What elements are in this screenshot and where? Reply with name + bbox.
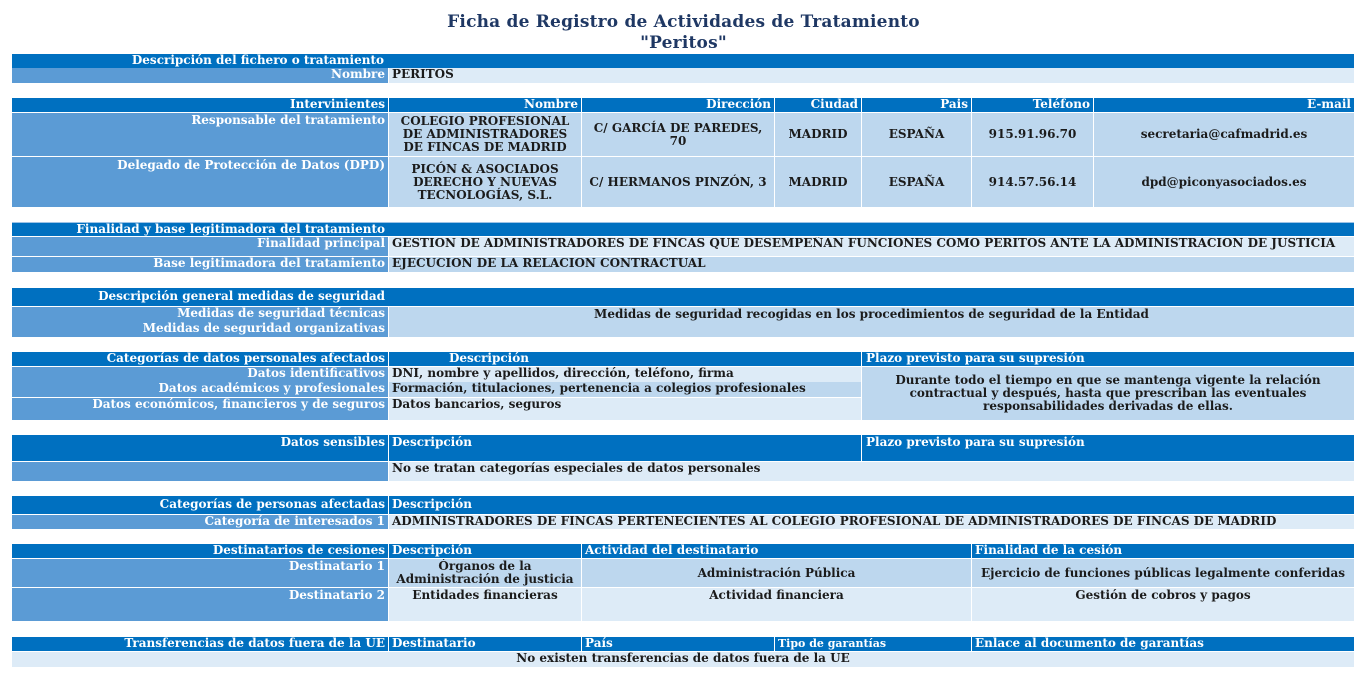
- sensibles-row-label: [12, 462, 388, 481]
- transferencias-col-garantias: Tipo de garantías: [775, 637, 971, 651]
- destinatario-1-finalidad: Ejercicio de funciones públicas legalmente conferidas: [972, 559, 1354, 587]
- sensibles-value: No se tratan categorías especiales de datos personales: [389, 462, 1354, 481]
- nombre-label: Nombre: [12, 68, 388, 83]
- destinatario-1-label: Destinatario 1: [12, 559, 388, 587]
- transferencias-col-enlace: Enlace al documento de garantías: [972, 637, 1354, 651]
- dpd-direccion: C/ HERMANOS PINZÓN, 3: [582, 157, 774, 207]
- transferencias-col-destinatario: Destinatario: [389, 637, 581, 651]
- sensibles-plazo-header: Plazo previsto para su supresión: [862, 435, 1354, 461]
- datos-academicos-label: Datos académicos y profesionales: [12, 382, 388, 397]
- categorias-datos-plazo-header: Plazo previsto para su supresión: [862, 352, 1354, 366]
- section-header-finalidad: [12, 222, 1354, 236]
- sensibles-header: Datos sensibles: [12, 435, 388, 461]
- intervinientes-col-telefono: Teléfono: [972, 98, 1093, 112]
- intervinientes-col-email: E-mail: [1094, 98, 1354, 112]
- section-header-finalidad-label: Finalidad y base legitimadora del tratamiento: [76, 222, 385, 236]
- dpd-telefono: 914.57.56.14: [972, 157, 1093, 207]
- datos-economicos-label: Datos económicos, financieros y de seguros: [12, 398, 388, 420]
- finalidad-principal-label: Finalidad principal: [12, 237, 388, 256]
- responsable-telefono: 915.91.96.70: [972, 113, 1093, 156]
- cesiones-col-finalidad: Finalidad de la cesión: [972, 544, 1354, 558]
- datos-academicos-value: Formación, titulaciones, pertenencia a colegios profesionales: [389, 382, 861, 397]
- intervinientes-col-direccion: Dirección: [582, 98, 774, 112]
- destinatario-1-descripcion: Órganos de la Administración de justicia: [389, 559, 581, 587]
- section-header-seguridad-label: Descripción general medidas de seguridad: [98, 289, 385, 303]
- cesiones-col-descripcion: Descripción: [389, 544, 581, 558]
- cesiones-col-actividad: Actividad del destinatario: [582, 544, 971, 558]
- dpd-pais: ESPAÑA: [862, 157, 971, 207]
- responsable-pais: ESPAÑA: [862, 113, 971, 156]
- medidas-seguridad-value: Medidas de seguridad recogidas en los procedimientos de seguridad de la Entidad: [389, 307, 1354, 337]
- section-header-descripcion: [12, 54, 1354, 68]
- intervinientes-col-ciudad: Ciudad: [775, 98, 861, 112]
- dpd-nombre: PICÓN & ASOCIADOS DERECHO Y NUEVAS TECNOLOGÍAS, S.L.: [389, 157, 581, 207]
- intervinientes-col-pais: Pais: [862, 98, 971, 112]
- responsable-ciudad: MADRID: [775, 113, 861, 156]
- finalidad-principal-value: GESTIÓN DE ADMINISTRADORES DE FINCAS QUE DESEMPEÑAN FUNCIONES COMO PERITOS ANTE LA ADMINISTRACIÓN DE JUSTICIA: [389, 237, 1354, 256]
- base-legitimadora-value: EJECUCIÓN DE LA RELACIÓN CONTRACTUAL: [389, 257, 1354, 272]
- intervinientes-col-nombre: Nombre: [389, 98, 581, 112]
- sensibles-desc-header: Descripción: [389, 435, 861, 461]
- destinatario-2-actividad: Actividad financiera: [582, 588, 971, 621]
- destinatario-1-actividad: Administración Pública: [582, 559, 971, 587]
- datos-identificativos-label: Datos identificativos: [12, 367, 388, 382]
- responsable-email[interactable]: secretaria@cafmadrid.es: [1094, 113, 1354, 156]
- nombre-value: PERITOS: [389, 68, 1354, 83]
- dpd-ciudad: MADRID: [775, 157, 861, 207]
- responsable-direccion: C/ GARCÍA DE PAREDES, 70: [582, 113, 774, 156]
- personas-header: Categorías de personas afectadas: [12, 496, 388, 514]
- responsable-label: Responsable del tratamiento: [12, 113, 388, 156]
- datos-economicos-value: Datos bancarios, seguros: [389, 398, 861, 420]
- transferencias-value: No existen transferencias de datos fuera de la UE: [12, 652, 1354, 667]
- categorias-datos-header: Categorías de datos personales afectados: [12, 352, 388, 366]
- page-title: Ficha de Registro de Actividades de Tratamiento: [447, 12, 920, 32]
- section-header-descripcion-label: Descripción del fichero o tratamiento: [131, 54, 384, 67]
- personas-row-label: Categoría de interesados 1: [12, 515, 388, 529]
- intervinientes-header: Intervinientes: [12, 98, 388, 112]
- cesiones-header: Destinatarios de cesiones: [12, 544, 388, 558]
- dpd-email[interactable]: dpd@piconyasociados.es: [1094, 157, 1354, 207]
- section-header-seguridad: [12, 288, 1354, 306]
- categorias-datos-desc-header: Descripción: [389, 352, 861, 366]
- transferencias-col-pais: País: [582, 637, 774, 651]
- transferencias-header: Transferencias de datos fuera de la UE: [12, 637, 388, 651]
- personas-row-value: ADMINISTRADORES DE FINCAS PERTENECIENTES AL COLEGIO PROFESIONAL DE ADMINISTRADORES DE FINCAS DE MADRID: [389, 515, 1354, 529]
- destinatario-2-finalidad: Gestión de cobros y pagos: [972, 588, 1354, 621]
- categorias-datos-plazo-value: Durante todo el tiempo en que se mantenga vigente la relación contractual y después, hasta que prescriban las eventuales responsabilidades derivadas de ellas.: [862, 367, 1354, 420]
- responsable-nombre: COLEGIO PROFESIONAL DE ADMINISTRADORES DE FINCAS DE MADRID: [389, 113, 581, 156]
- page-subtitle: "Peritos": [640, 33, 727, 53]
- datos-identificativos-value: DNI, nombre y apellidos, dirección, teléfono, firma: [389, 367, 861, 382]
- base-legitimadora-label: Base legitimadora del tratamiento: [12, 257, 388, 272]
- dpd-label: Delegado de Protección de Datos (DPD): [12, 157, 388, 207]
- destinatario-2-label: Destinatario 2: [12, 588, 388, 621]
- personas-desc-header: Descripción: [389, 496, 1354, 514]
- destinatario-2-descripcion: Entidades financieras: [389, 588, 581, 621]
- medidas-organizativas-label: Medidas de seguridad organizativas: [12, 322, 388, 337]
- medidas-tecnicas-label: Medidas de seguridad técnicas: [12, 307, 388, 322]
